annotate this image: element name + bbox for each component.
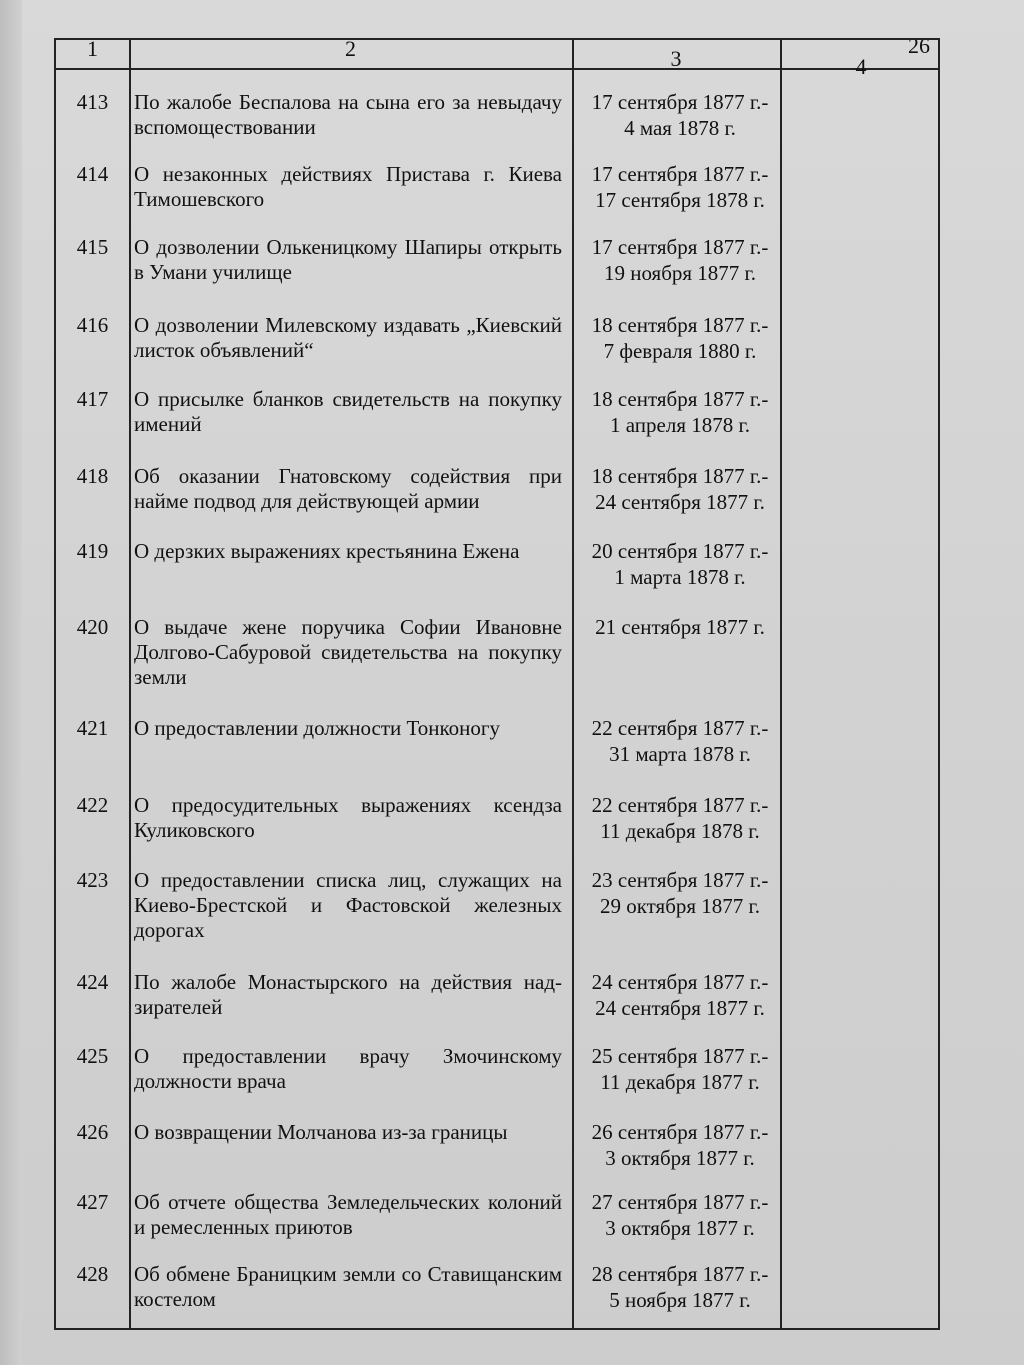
date-from: 26 сентября 1877 г.- bbox=[591, 1120, 769, 1144]
case-number: 416 bbox=[76, 313, 109, 337]
date-from: 22 сентября 1877 г.- bbox=[591, 793, 769, 817]
case-dates bbox=[575, 716, 785, 767]
case-description: О возвращении Молчанова из-за границы bbox=[134, 1120, 508, 1144]
case-description: О дозволении Олькеницкому Шапиры открыть в Умани училище bbox=[134, 235, 562, 284]
page-edge bbox=[0, 0, 22, 1365]
case-number: 421 bbox=[76, 716, 109, 740]
case-description: О дозволении Милевскому издавать „Киевский листок объявлений“ bbox=[134, 313, 562, 362]
date-to: 31 марта 1878 г. bbox=[609, 742, 751, 766]
case-description: О незаконных действиях Пристава г. Киева Тимошевского bbox=[134, 162, 562, 211]
date-to: 3 октября 1877 г. bbox=[605, 1216, 755, 1240]
date-to: 1 апреля 1878 г. bbox=[610, 413, 750, 437]
date-from: 20 сентября 1877 г.- bbox=[591, 539, 769, 563]
case-number: 424 bbox=[76, 970, 109, 994]
column-header-2: 2 bbox=[345, 36, 356, 61]
case-number: 425 bbox=[76, 1044, 109, 1068]
case-dates bbox=[575, 1190, 785, 1241]
date-from: 17 сентября 1877 г.- bbox=[591, 235, 769, 259]
date-to: 11 декабря 1877 г. bbox=[600, 1070, 760, 1094]
case-dates bbox=[575, 868, 785, 919]
date-from: 17 сентября 1877 г.- bbox=[591, 90, 769, 114]
case-number: 413 bbox=[76, 90, 109, 114]
column-header-1: 1 bbox=[87, 36, 98, 61]
case-dates bbox=[575, 1262, 785, 1313]
case-number: 419 bbox=[76, 539, 109, 563]
case-description: По жалобе Беспалова на сына его за невыдачу вспомоществовании bbox=[134, 90, 562, 139]
date-to: 7 февраля 1880 г. bbox=[603, 339, 757, 363]
date-to: 11 декабря 1878 г. bbox=[600, 819, 760, 843]
case-dates bbox=[575, 1044, 785, 1095]
case-description: Об оказании Гнатовскому содействия при найме подвод для действующей армии bbox=[134, 464, 562, 513]
date-from: 24 сентября 1877 г.- bbox=[591, 970, 769, 994]
case-dates bbox=[575, 1120, 785, 1171]
case-number: 428 bbox=[76, 1262, 109, 1286]
date-from: 18 сентября 1877 г.- bbox=[591, 313, 769, 337]
case-number: 420 bbox=[76, 615, 109, 639]
date-to: 24 сентября 1877 г. bbox=[595, 996, 765, 1020]
date-from: 28 сентября 1877 г.- bbox=[591, 1262, 769, 1286]
case-description: О дерзких выражениях крестьянина Ежена bbox=[134, 539, 520, 563]
case-number: 417 bbox=[76, 387, 109, 411]
case-number: 427 bbox=[76, 1190, 109, 1214]
column-header-4: 4 bbox=[855, 54, 867, 79]
date-from: 27 сентября 1877 г.- bbox=[591, 1190, 769, 1214]
date-from: 21 сентября 1877 г. bbox=[595, 615, 765, 639]
column-divider bbox=[129, 40, 131, 1328]
case-dates bbox=[575, 970, 785, 1021]
case-description: Об отчете общества Земледельческих колоний и ремесленных приютов bbox=[134, 1190, 562, 1239]
date-from: 18 сентября 1877 г.- bbox=[591, 464, 769, 488]
case-dates bbox=[575, 464, 785, 515]
case-dates bbox=[575, 90, 785, 141]
case-number: 426 bbox=[76, 1120, 109, 1144]
date-to: 19 ноября 1877 г. bbox=[603, 261, 757, 285]
page-number: 26 bbox=[908, 33, 930, 58]
case-description: О предосудительных выражениях ксендза Куликовского bbox=[134, 793, 562, 842]
case-number: 415 bbox=[76, 235, 109, 259]
date-to: 5 ноября 1877 г. bbox=[609, 1288, 751, 1312]
case-description: Об обмене Браницким земли со Ставищанским костелом bbox=[134, 1262, 562, 1311]
case-dates bbox=[575, 162, 785, 213]
case-number: 423 bbox=[76, 868, 109, 892]
date-to: 1 марта 1878 г. bbox=[614, 565, 746, 589]
case-number: 418 bbox=[76, 464, 109, 488]
date-from: 17 сентября 1877 г.- bbox=[591, 162, 769, 186]
case-description: О предоставлении списка лиц, служащих на Киево-Брестской и Фастовской железных дорогах bbox=[134, 868, 562, 942]
case-number: 422 bbox=[76, 793, 109, 817]
date-to: 29 октября 1877 г. bbox=[599, 894, 761, 918]
register-table bbox=[54, 38, 940, 1330]
case-dates bbox=[575, 387, 785, 438]
case-description: О предоставлении должности Тонконогу bbox=[134, 716, 501, 740]
case-description: О выдаче жене поручика Софии Ивановне Долгово-Сабуровой свидетельства на покупку земли bbox=[134, 615, 562, 689]
date-to: 17 сентября 1878 г. bbox=[595, 188, 765, 212]
case-number: 414 bbox=[76, 162, 109, 186]
date-from: 22 сентября 1877 г.- bbox=[591, 716, 769, 740]
case-dates bbox=[575, 615, 785, 641]
case-dates bbox=[575, 313, 785, 364]
date-to: 3 октября 1877 г. bbox=[605, 1146, 755, 1170]
case-description: О предоставлении врачу Змочинскому должности врача bbox=[134, 1044, 562, 1093]
column-divider bbox=[572, 40, 574, 1328]
case-description: О присылке бланков свидетельств на покупку имений bbox=[134, 387, 562, 436]
case-description: По жалобе Монастырского на действия надзирателей bbox=[134, 970, 562, 1019]
date-from: 18 сентября 1877 г.- bbox=[591, 387, 769, 411]
column-header-3: 3 bbox=[670, 46, 682, 71]
date-from: 25 сентября 1877 г.- bbox=[591, 1044, 769, 1068]
case-dates bbox=[575, 539, 785, 590]
date-to: 4 мая 1878 г. bbox=[624, 116, 736, 140]
case-dates bbox=[575, 793, 785, 844]
date-from: 23 сентября 1877 г.- bbox=[591, 868, 769, 892]
case-dates bbox=[575, 235, 785, 286]
date-to: 24 сентября 1877 г. bbox=[595, 490, 765, 514]
